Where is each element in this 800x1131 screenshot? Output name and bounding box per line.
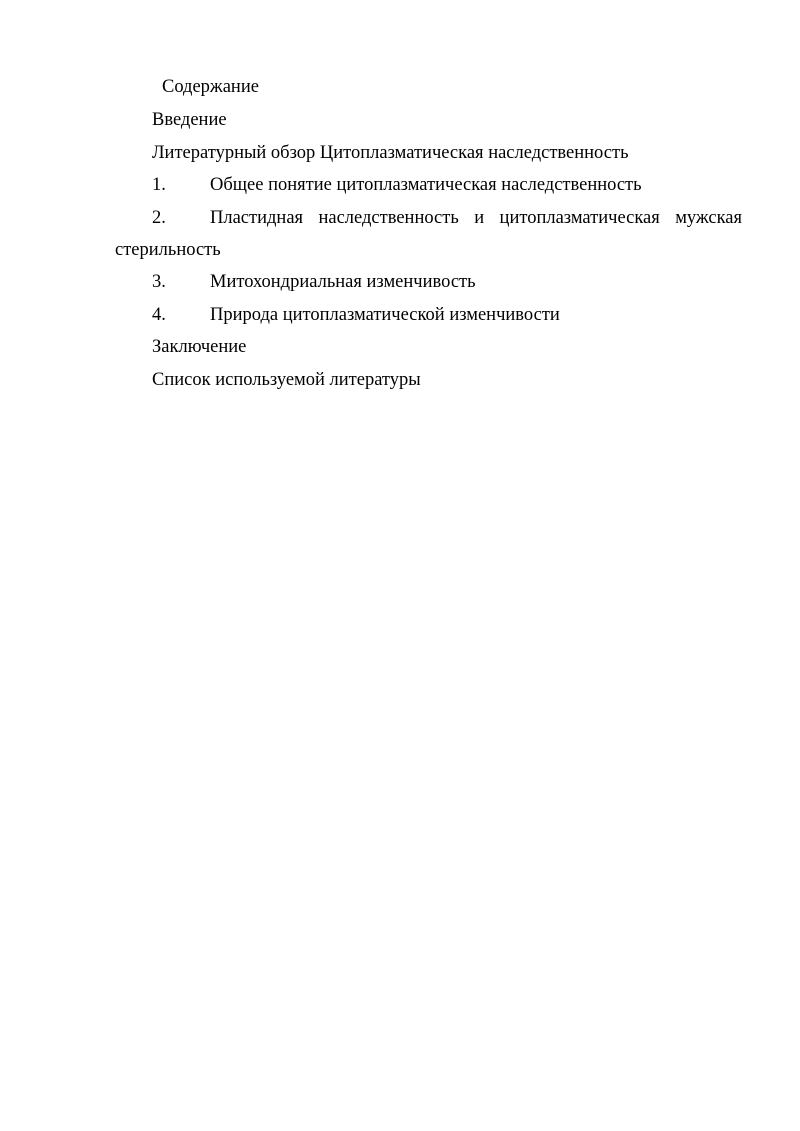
toc-heading: Содержание: [162, 77, 259, 97]
toc-entry-conclusion: Заключение: [152, 337, 247, 357]
toc-item-number: 1.: [152, 175, 166, 195]
toc-entry-intro: Введение: [152, 110, 227, 130]
toc-item-text: Общее понятие цитоплазматическая наследственность: [210, 175, 642, 195]
toc-item-number: 2.: [152, 208, 166, 228]
toc-item-number: 4.: [152, 305, 166, 325]
toc-entry-literature-review: Литературный обзор Цитоплазматическая наследственность: [152, 143, 629, 163]
toc-item-text-continuation: стерильность: [115, 240, 221, 260]
toc-item-text: Митохондриальная изменчивость: [210, 272, 476, 292]
toc-item-text: Пластидная наследственность и цитоплазматическая мужская: [210, 208, 742, 228]
toc-item-number: 3.: [152, 272, 166, 292]
toc-entry-references: Список используемой литературы: [152, 370, 421, 390]
toc-item-text: Природа цитоплазматической изменчивости: [210, 305, 560, 325]
